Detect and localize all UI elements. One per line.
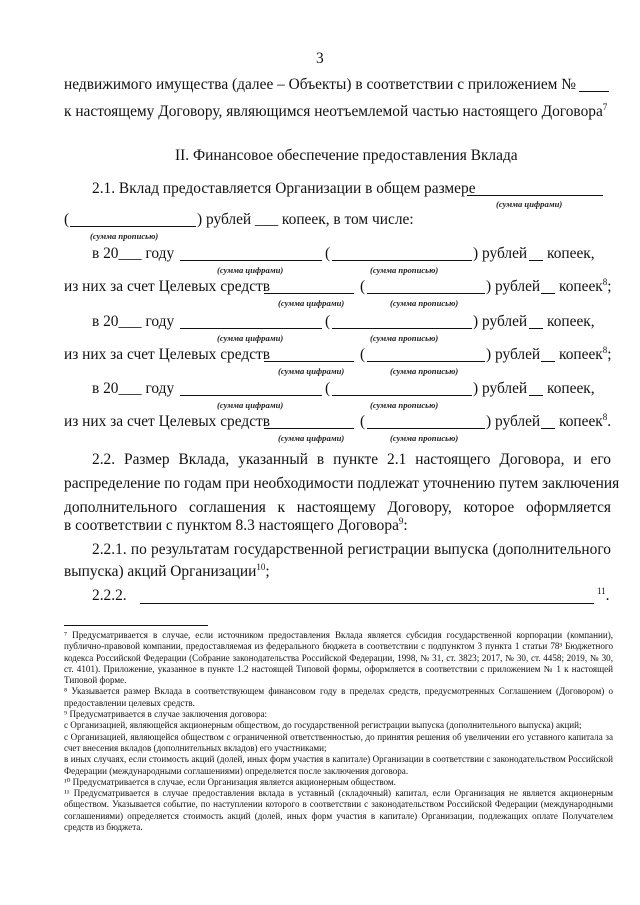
rub-label: ) рублей bbox=[486, 278, 541, 295]
caption-digits: (сумма цифрами) bbox=[278, 433, 345, 443]
year-row-1: в 20___ году ( ) рублей копеек, bbox=[92, 245, 595, 262]
footnote-9-item: с Организацией, являющейся обществом с ограниченной ответственностью, до принятия решения об увеличении его уставного капитала за счет внесения вкладов (дополнительных вкладов) его участниками; bbox=[64, 731, 613, 753]
caption-words: (сумма прописью) bbox=[390, 366, 459, 376]
kop-label: копеек, bbox=[547, 245, 595, 262]
clause-2-1-text: 2.1. Вклад предоставляется Организации в общем размере bbox=[92, 180, 476, 197]
clause-2-2-2 bbox=[0, 587, 640, 609]
clause-2-2-line-3: дополнительного соглашения к настоящему Договору, которое оформляется bbox=[64, 499, 611, 516]
rubles-kopecks-text: ) рублей ___ копеек, в том числе: bbox=[197, 211, 414, 228]
footnote-ref-7: 7 bbox=[602, 101, 608, 112]
target-1-amount-words-field[interactable] bbox=[367, 280, 485, 294]
year-label: в 20___ году bbox=[92, 245, 175, 262]
target-3-amount-digits-field[interactable] bbox=[264, 415, 354, 429]
footnote-ref-8: 8 bbox=[602, 344, 608, 355]
caption-digits: (сумма цифрами) bbox=[278, 366, 345, 376]
punct: ; bbox=[607, 346, 612, 363]
caption-digits: (сумма цифрами) bbox=[496, 199, 563, 209]
target-1-amount-digits-field[interactable] bbox=[264, 280, 354, 294]
punct: ; bbox=[607, 278, 612, 295]
target-row-3: из них за счет Целевых средств ( ) рублей копеек$^8$. bbox=[64, 411, 612, 430]
page-number: 3 bbox=[316, 50, 324, 67]
year-2-kopecks-field[interactable] bbox=[529, 315, 543, 329]
target-row-2: из них за счет Целевых средств ( ) рублей копеек$^8$; bbox=[64, 344, 612, 363]
total-amount-words-field[interactable] bbox=[70, 213, 196, 227]
intro-text-2: к настоящему Договору, являющимся неотъемлемой частью настоящего Договора bbox=[64, 103, 603, 120]
target-funds-label: из них за счет Целевых средств bbox=[64, 413, 271, 430]
caption-digits: (сумма цифрами) bbox=[217, 400, 284, 410]
clause-2-2-1-text: выпуска) акций Организации bbox=[64, 563, 257, 580]
caption-words: (сумма прописью) bbox=[90, 231, 159, 241]
caption-words: (сумма прописью) bbox=[390, 433, 459, 443]
year-2-amount-words-field[interactable] bbox=[332, 315, 472, 329]
year-1-kopecks-field[interactable] bbox=[529, 247, 543, 261]
target-row-1: из них за счет Целевых средств ( ) рублей копеек$^8$; bbox=[64, 276, 612, 295]
punct: : bbox=[403, 517, 408, 534]
kop-label: копеек bbox=[559, 413, 603, 430]
footnote-10: ¹⁰ Предусматривается в случае, если Организация является акционерным обществом. bbox=[64, 776, 396, 787]
target-2-amount-words-field[interactable] bbox=[367, 348, 485, 362]
footnote-11: ¹¹ Предусматривается в случае предоставления вклада в уставный (складочный) капитал, если Организация не является акционерным обществом. Указывается событие, по наступлении которого в соответствии с законодательством Российской Федерации (международными соглашениями) определяется стоимость акций (долей, иных форм участия в капитале) Организации, подлежащих оплате Получателем средств из бюджета. bbox=[64, 788, 613, 833]
year-row-2: в 20___ году ( ) рублей копеек, bbox=[92, 313, 595, 330]
clause-2-2-line-2: распределение по годам при необходимости подлежат уточнению путем заключения bbox=[64, 475, 620, 492]
target-3-amount-words-field[interactable] bbox=[367, 415, 485, 429]
caption-words: (сумма прописью) bbox=[370, 265, 439, 275]
footnote-7: ⁷ Предусматривается в случае, если источником предоставления Вклада является субсидия государственной корпорации (компании), публично-правовой компании, предоставляемая из федерального бюджета в соответствии с подпунктом 3 пункта 1 статьи 78³ Бюджетного кодекса Российской Федерации (Собрание законодательства Российской Федерации, 1998, № 31, ст. 3823; 2017, № 30, ст. 4458; 2019, № 30, ст. 4101). Приложение, указанное в пункте 1.2 настоящей Типовой формы, оформляется в соответствии с приложением № 1 к настоящей Типовой форме. bbox=[64, 630, 613, 686]
punct: ; bbox=[265, 563, 270, 580]
clause-2-2-2-number: 2.2.2. bbox=[92, 587, 127, 604]
kop-label: копеек bbox=[559, 346, 603, 363]
caption-digits: (сумма цифрами) bbox=[278, 298, 345, 308]
total-amount-digits-field[interactable] bbox=[467, 182, 603, 196]
target-3-kopecks-field[interactable] bbox=[541, 415, 555, 429]
footnote-ref-10: 10 bbox=[256, 561, 266, 572]
kop-label: копеек, bbox=[547, 313, 595, 330]
footnote-9: ⁹ Предусматривается в случае заключения договора: bbox=[64, 709, 268, 720]
footnote-ref-8: 8 bbox=[602, 411, 608, 422]
clause-2-2-1-line-1: 2.2.1. по результатам государственной регистрации выпуска (дополнительного bbox=[92, 541, 611, 558]
footnote-8: ⁸ Указывается размер Вклада в соответствующем финансовом году в пределах средств, предусмотренных Соглашением (Договором) о предоставлении целевых средств. bbox=[64, 686, 613, 708]
rub-label: ) рублей bbox=[473, 313, 528, 330]
rub-label: ) рублей bbox=[486, 346, 541, 363]
target-2-amount-digits-field[interactable] bbox=[264, 348, 354, 362]
clause-2-2-1-line-2 bbox=[64, 563, 270, 581]
appendix-number-blank[interactable] bbox=[579, 78, 609, 92]
footnote-separator bbox=[64, 625, 208, 626]
footnote-ref-9: 9 bbox=[398, 515, 404, 526]
caption-digits: (сумма цифрами) bbox=[217, 265, 284, 275]
footnote-9-item: с Организацией, являющейся акционерным обществом, до государственной регистрации выпуска (дополнительного выпуска) акций; bbox=[64, 720, 582, 731]
footnote-9-item: в иных случаях, если стоимость акций (долей, иных форм участия в капитале) Организации в соответствии с законодательством Российской Федерации (международными соглашениями) определяется после заключения договора. bbox=[64, 754, 613, 776]
year-3-amount-words-field[interactable] bbox=[332, 382, 472, 396]
year-label: в 20___ году bbox=[92, 380, 175, 397]
section-title: II. Финансовое обеспечение предоставления Вклада bbox=[175, 147, 518, 164]
footnote-ref-8: 8 bbox=[602, 276, 608, 287]
year-label: в 20___ году bbox=[92, 313, 175, 330]
year-3-amount-digits-field[interactable] bbox=[180, 382, 322, 396]
intro-text-1: недвижимого имущества (далее – Объекты) в соответствии с приложением № bbox=[64, 76, 576, 93]
target-1-kopecks-field[interactable] bbox=[541, 280, 555, 294]
kop-label: копеек bbox=[559, 278, 603, 295]
clause-2-2-line-1: 2.2. Размер Вклада, указанный в пункте 2.1 настоящего Договора, и его bbox=[92, 451, 611, 468]
caption-words: (сумма прописью) bbox=[370, 400, 439, 410]
intro-line-1 bbox=[0, 76, 640, 98]
punct: . bbox=[605, 587, 610, 604]
intro-line-2 bbox=[0, 103, 640, 125]
year-1-amount-digits-field[interactable] bbox=[180, 247, 322, 261]
caption-digits: (сумма цифрами) bbox=[217, 333, 284, 343]
footnotes bbox=[64, 630, 613, 833]
kop-label: копеек, bbox=[547, 380, 595, 397]
target-funds-label: из них за счет Целевых средств bbox=[64, 346, 271, 363]
year-2-amount-digits-field[interactable] bbox=[180, 315, 322, 329]
punct: . bbox=[607, 413, 612, 430]
caption-words: (сумма прописью) bbox=[370, 333, 439, 343]
footnote-ref-11: 11 bbox=[597, 585, 606, 596]
caption-words: (сумма прописью) bbox=[390, 298, 459, 308]
target-funds-label: из них за счет Целевых средств bbox=[64, 278, 271, 295]
year-1-amount-words-field[interactable] bbox=[332, 247, 472, 261]
rub-label: ) рублей bbox=[473, 380, 528, 397]
target-2-kopecks-field[interactable] bbox=[541, 348, 555, 362]
year-row-3: в 20___ году ( ) рублей копеек, bbox=[92, 380, 595, 397]
clause-2-1-line-2: ( ) рублей ___ копеек, в том числе: bbox=[64, 211, 414, 228]
year-3-kopecks-field[interactable] bbox=[529, 382, 543, 396]
rub-label: ) рублей bbox=[473, 245, 528, 262]
rub-label: ) рублей bbox=[486, 413, 541, 430]
clause-2-2-last-text: в соответствии с пунктом 8.3 настоящего Договора bbox=[64, 517, 399, 534]
clause-2-2-2-event-field[interactable] bbox=[140, 590, 594, 604]
clause-2-2-line-4 bbox=[64, 517, 408, 535]
